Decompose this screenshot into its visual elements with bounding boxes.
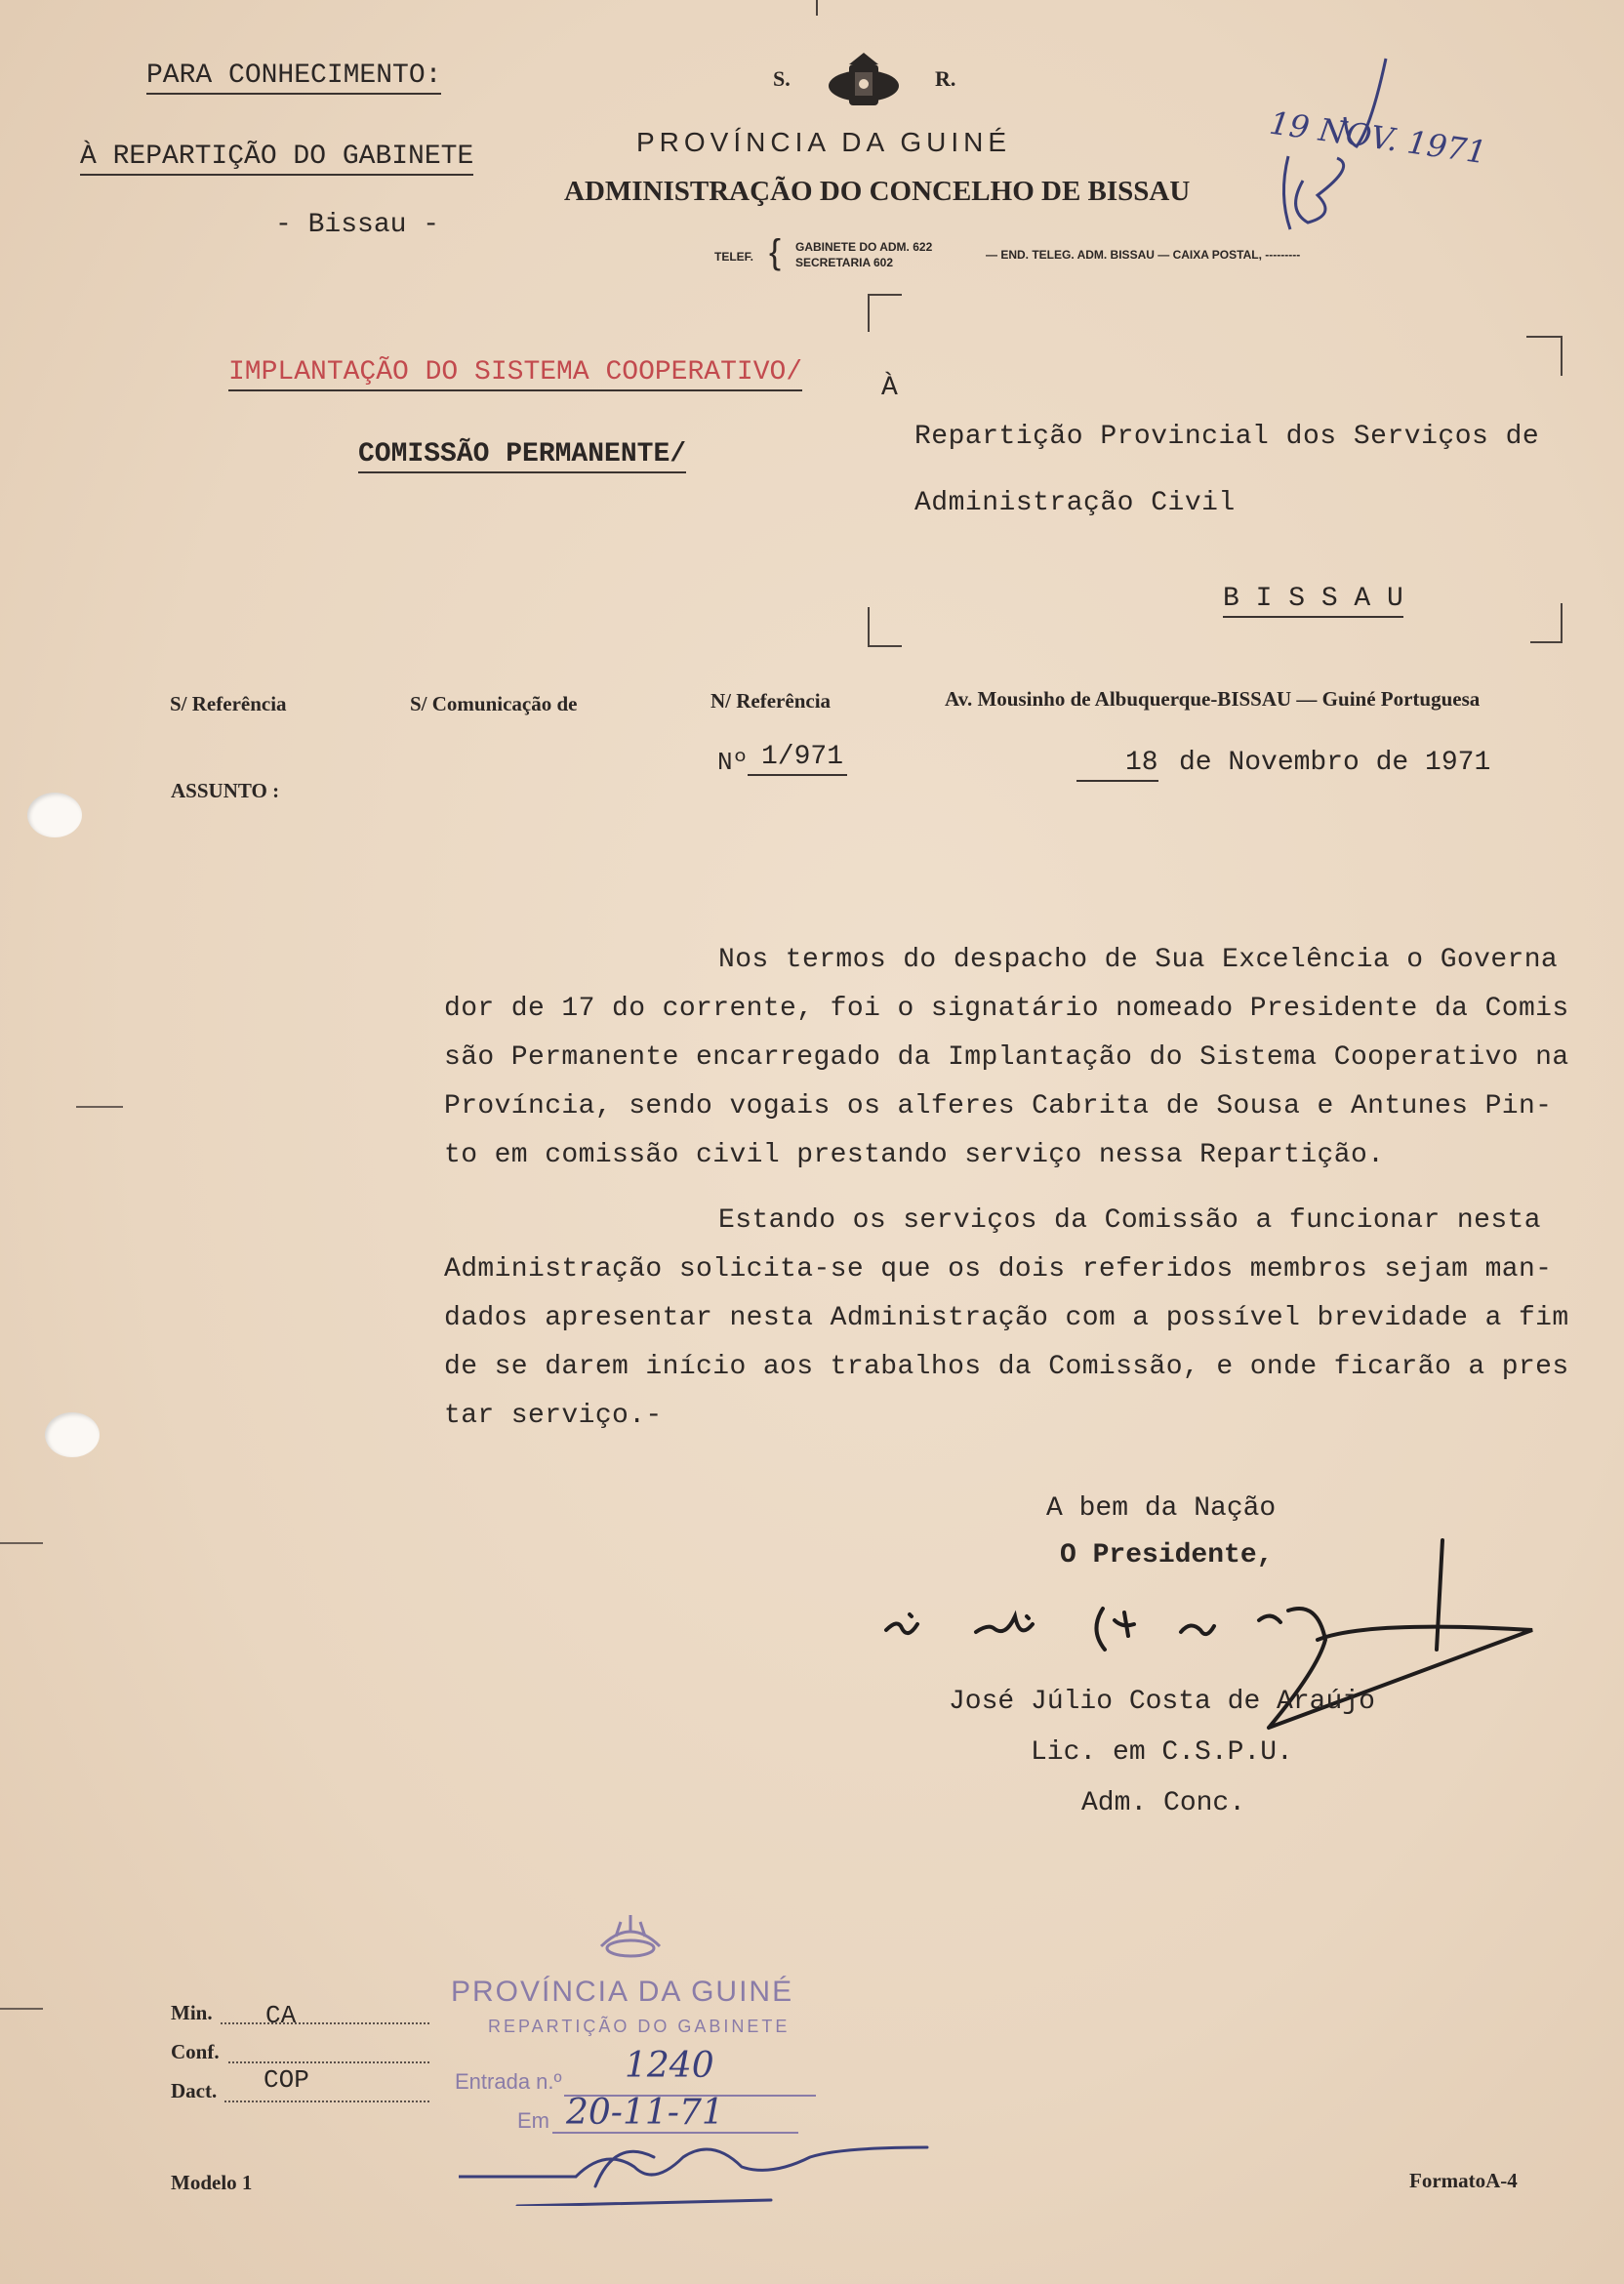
fold-mark: [0, 1542, 43, 1544]
administration-heading: ADMINISTRAÇÃO DO CONCELHO DE BISSAU: [564, 176, 1191, 207]
para-conhecimento: PARA CONHECIMENTO:: [146, 61, 441, 95]
letterhead-s: S.: [773, 66, 791, 91]
stamp-province: PROVÍNCIA DA GUINÉ: [451, 1976, 794, 2008]
reference-number: 1/971: [748, 742, 847, 776]
handwritten-received-date: 19 NOV. 1971: [1267, 103, 1489, 172]
fold-mark: [0, 2008, 43, 2010]
dact-label: Dact.: [171, 2079, 218, 2102]
stamp-handwritten-initials: [459, 2118, 947, 2206]
handwritten-initials-mark: [1249, 49, 1405, 244]
punch-hole-bottom: [45, 1412, 100, 1457]
min-line: [221, 2020, 429, 2024]
min-value: CA: [265, 2001, 297, 2030]
reference-number-prefix: Nº: [717, 748, 749, 777]
telef-brace: {: [769, 231, 782, 271]
assunto-label: ASSUNTO :: [171, 779, 280, 802]
dact-line: [224, 2099, 429, 2102]
addressee-city: B I S S A U: [1223, 584, 1403, 618]
min-label: Min.: [171, 2001, 213, 2024]
stamp-em-label: Em: [517, 2108, 549, 2133]
coat-of-arms-icon: [820, 47, 908, 121]
letterhead-r: R.: [935, 66, 956, 91]
body-line: de se darem início aos trabalhos da Comissão, e onde ficarão a pres: [444, 1352, 1569, 1382]
stamp-em-value: 20-11-71: [566, 2093, 724, 2133]
letterhead-contacts: — END. TELEG. ADM. BISSAU — CAIXA POSTAL, ---------: [986, 248, 1301, 262]
s-comunicacao-label: S/ Comunicação de: [410, 692, 578, 715]
conf-label: Conf.: [171, 2040, 220, 2063]
fold-mark: [76, 1106, 123, 1108]
body-line: Nos termos do despacho de Sua Excelência o Governa: [718, 945, 1559, 975]
body-line: dados apresentar nesta Administração com a possível brevidade a fim: [444, 1303, 1569, 1333]
sender-address: Av. Mousinho de Albuquerque-BISSAU — Guiné Portuguesa: [945, 687, 1481, 711]
s-referencia-label: S/ Referência: [170, 692, 287, 715]
telef-label: TELEF.: [714, 250, 754, 264]
stamp-entrada-label: Entrada n.º: [455, 2069, 562, 2094]
punch-hole-top: [27, 793, 82, 837]
subject-cooperative-system: IMPLANTAÇÃO DO SISTEMA COOPERATIVO/: [228, 357, 802, 391]
gabinete-phone: GABINETE DO ADM. 622: [795, 240, 933, 254]
signatory-name: José Júlio Costa de Araújo: [949, 1687, 1375, 1717]
stamp-entrada-value: 1240: [625, 2046, 714, 2086]
stamp-crest-icon: [582, 1907, 679, 1962]
addressee-line-1: Repartição Provincial dos Serviços de: [914, 422, 1540, 452]
dact-value: COP: [264, 2065, 309, 2095]
signatory-title: Adm. Conc.: [1081, 1788, 1246, 1818]
secretaria-phone: SECRETARIA 602: [795, 256, 894, 269]
closing-salutation: A bem da Nação: [1046, 1493, 1277, 1524]
top-edge-mark: [816, 0, 818, 16]
body-line: Administração solicita-se que os dois referidos membros sejam man-: [444, 1254, 1553, 1285]
formato-label: FormatoA-4: [1409, 2169, 1518, 2192]
letter-day: 18: [1076, 748, 1158, 782]
closing-role: O Presidente,: [1060, 1540, 1274, 1570]
letter-date: de Novembro de 1971: [1179, 748, 1491, 778]
city-bissau: - Bissau -: [275, 210, 440, 240]
reparticao-gabinete: À REPARTIÇÃO DO GABINETE: [80, 142, 473, 176]
signatory-degree: Lic. em C.S.P.U.: [1031, 1737, 1293, 1768]
body-line: Província, sendo vogais os alferes Cabrita de Sousa e Antunes Pin-: [444, 1091, 1553, 1122]
conf-line: [228, 2060, 429, 2063]
province-heading: PROVÍNCIA DA GUINÉ: [636, 127, 1012, 157]
body-line: dor de 17 do corrente, foi o signatário nomeado Presidente da Comis: [444, 994, 1569, 1024]
modelo-label: Modelo 1: [171, 2171, 253, 2194]
address-window-frame: [867, 293, 1569, 654]
subject-permanent-commission: COMISSÃO PERMANENTE/: [358, 439, 686, 473]
body-line: to em comissão civil prestando serviço nessa Repartição.: [444, 1140, 1385, 1170]
addressee-prefix: À: [881, 373, 898, 403]
addressee-line-2: Administração Civil: [914, 488, 1236, 518]
body-line: Estando os serviços da Comissão a funcionar nesta: [718, 1205, 1541, 1236]
stamp-office: REPARTIÇÃO DO GABINETE: [488, 2017, 791, 2036]
body-line: tar serviço.-: [444, 1401, 663, 1431]
body-line: são Permanente encarregado da Implantação do Sistema Cooperativo na: [444, 1042, 1569, 1073]
n-referencia-label: N/ Referência: [710, 689, 832, 713]
